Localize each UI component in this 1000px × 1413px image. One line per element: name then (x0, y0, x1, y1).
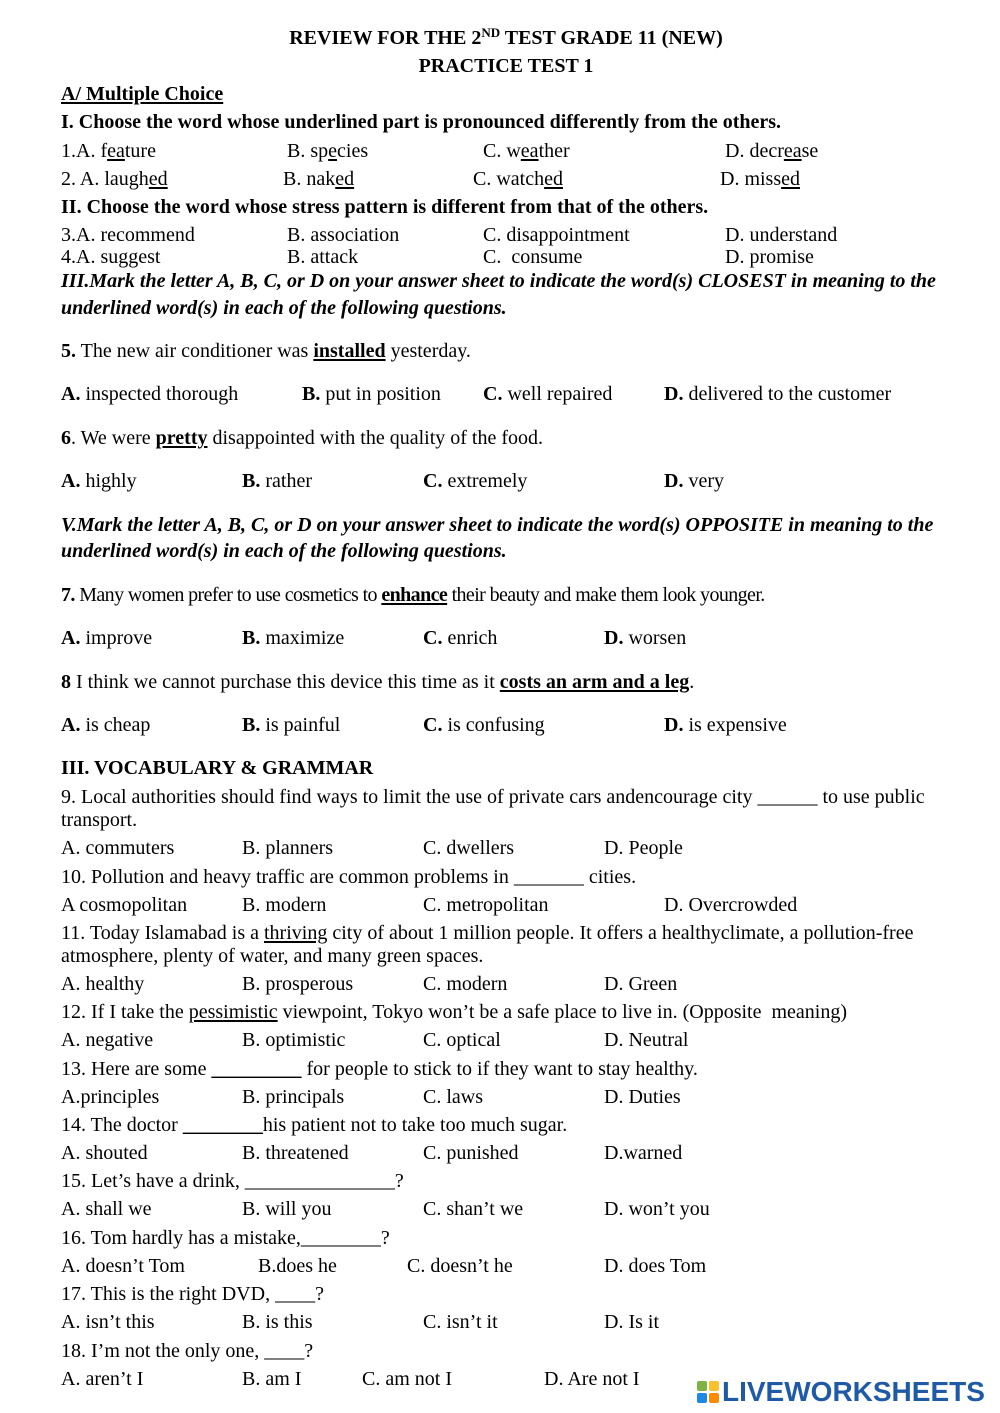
option-text: C. w (483, 140, 521, 162)
q14-option-c: C. punished (423, 1142, 519, 1164)
option-letter: D. (664, 470, 684, 492)
underlined-key-word: enhance (381, 584, 448, 606)
q17-stem: 17. This is the right DVD, ____? (61, 1283, 324, 1305)
option-text: maximize (265, 627, 345, 649)
q10-option-b: B. modern (242, 894, 327, 916)
q5-stem (61, 339, 471, 363)
option-text: B. sp (287, 140, 329, 162)
q1-option-b (287, 139, 368, 163)
option-text: well repaired (507, 383, 613, 405)
stem-text: disappointed with the quality of the food. (212, 427, 543, 449)
option-letter: B. (242, 470, 261, 492)
q6-option-d (664, 469, 724, 493)
q5-option-a (61, 382, 238, 406)
option-text: put in position (325, 383, 441, 405)
underlined-key-phrase: costs an arm and a leg (499, 671, 690, 693)
section-a-heading: A/ Multiple Choice (61, 83, 224, 105)
underlined-part: ea (107, 140, 125, 162)
q15-option-d: D. won’t you (604, 1198, 710, 1220)
q6-option-c (423, 469, 527, 493)
q16-option-a: A. doesn’t Tom (61, 1255, 185, 1277)
underlined-key-word: pretty (155, 427, 208, 449)
option-text: enrich (447, 627, 498, 649)
q8-option-a (61, 713, 150, 737)
option-text: highly (85, 470, 137, 492)
option-text: C. watch (473, 168, 545, 190)
q3-option-c: C. disappointment (483, 224, 630, 246)
option-letter: A. (61, 714, 81, 736)
option-text: D. miss (720, 168, 782, 190)
option-text: D. decr (725, 140, 784, 162)
q7-option-d (604, 626, 686, 650)
q5-option-c (483, 382, 612, 406)
underlined-key-word: installed (313, 340, 386, 362)
option-letter: D. (664, 714, 684, 736)
q15-stem: 15. Let’s have a drink, _______________? (61, 1170, 404, 1192)
option-text: is expensive (688, 714, 787, 736)
q15-option-c: C. shan’t we (423, 1198, 524, 1220)
option-text: ther (538, 140, 570, 162)
option-text: ture (124, 140, 156, 162)
underlined-part: ea (783, 140, 802, 162)
option-text: B. nak (283, 168, 336, 190)
q1-option-d (725, 139, 818, 163)
stem-text: 14. The doctor (61, 1114, 178, 1136)
q4-option-b: B. attack (287, 246, 359, 268)
q8-stem (61, 670, 694, 694)
stem-text: 12. If I take the (61, 1001, 184, 1023)
underlined-part: ed (335, 168, 355, 190)
q6-option-a (61, 469, 137, 493)
q11-option-d: D. Green (604, 973, 678, 995)
q14-option-a: A. shouted (61, 1142, 148, 1164)
q6-option-b (242, 469, 312, 493)
q18-option-c: C. am not I (362, 1368, 452, 1390)
option-letter: C. (423, 714, 443, 736)
part3-instruction: III.Mark the letter A, B, C, or D on your answer sheet to indicate the word(s) CLOSEST in meaning to the underlined word(s) in each of the following questions. (61, 270, 936, 319)
q14-option-b: B. threatened (242, 1142, 349, 1164)
option-text: cies (337, 140, 369, 162)
stem-text: . (689, 671, 695, 693)
underlined-part: ea (520, 140, 539, 162)
question-number: 8 (61, 671, 71, 693)
q9-option-d: D. People (604, 837, 683, 859)
q10-option-c: C. metropolitan (423, 894, 549, 916)
q8-option-c (423, 713, 545, 737)
q16-option-c: C. doesn’t he (407, 1255, 513, 1277)
q11-option-c: C. modern (423, 973, 508, 995)
q10-option-d: D. Overcrowded (664, 894, 798, 916)
option-text: rather (265, 470, 312, 492)
q12-option-c: C. optical (423, 1029, 501, 1051)
q12-option-d: D. Neutral (604, 1029, 689, 1051)
q2-option-d (720, 167, 800, 191)
q18-option-a: A. aren’t I (61, 1368, 144, 1390)
option-text: 2. A. laugh (61, 168, 149, 190)
q3-option-d: D. understand (725, 224, 838, 246)
q12-stem (61, 1000, 847, 1024)
stem-text: for people to stick to if they want to stay healthy. (306, 1058, 698, 1080)
q16-stem: 16. Tom hardly has a mistake,________? (61, 1227, 390, 1249)
q9-option-b: B. planners (242, 837, 334, 859)
q5-option-b (302, 382, 441, 406)
option-text: worsen (628, 627, 687, 649)
q7-option-a (61, 626, 152, 650)
option-letter: D. (664, 383, 684, 405)
q1-option-a (61, 139, 156, 163)
option-letter: B. (302, 383, 321, 405)
q9-stem: 9. Local authorities should find ways to limit the use of private cars andencourage city ______ to use public transport. (61, 786, 925, 831)
title-superscript: ND (481, 25, 501, 40)
stem-text: viewpoint, Tokyo won’t be a safe place to live in. (Opposite meaning) (282, 1001, 848, 1023)
part5-instruction: V.Mark the letter A, B, C, or D on your answer sheet to indicate the word(s) OPPOSITE in meaning to the underlined word(s) in each of the following questions. (61, 514, 934, 562)
stem-text: their beauty and make them look younger. (451, 584, 765, 606)
option-letter: D. (604, 627, 624, 649)
q13-option-d: D. Duties (604, 1086, 681, 1108)
q6-stem (61, 426, 543, 450)
stem-text: yesterday. (390, 340, 471, 362)
q17-option-d: D. Is it (604, 1311, 659, 1333)
q18-option-d: D. Are not I (544, 1368, 640, 1390)
q13-option-c: C. laws (423, 1086, 483, 1108)
q10-option-a: A cosmopolitan (61, 894, 188, 916)
option-text: inspected thorough (85, 383, 239, 405)
underlined-part: ed (781, 168, 801, 190)
underlined-key-word: pessimistic (188, 1001, 278, 1023)
q15-option-a: A. shall we (61, 1198, 152, 1220)
answer-blank: _________ (211, 1058, 302, 1080)
option-text: delivered to the customer (688, 383, 892, 405)
part1-instruction: I. Choose the word whose underlined part is pronounced differently from the others. (61, 111, 782, 133)
q12-option-b: B. optimistic (242, 1029, 346, 1051)
part2-instruction: II. Choose the word whose stress pattern is different from that of the others. (61, 196, 709, 218)
option-letter: B. (242, 714, 261, 736)
title-main: REVIEW FOR THE 2 (289, 27, 482, 49)
option-text: is painful (265, 714, 341, 736)
q15-option-b: B. will you (242, 1198, 332, 1220)
q12-option-a: A. negative (61, 1029, 154, 1051)
logo-tile (709, 1393, 719, 1403)
option-letter: A. (61, 627, 81, 649)
stem-text: . We were (71, 427, 151, 449)
q17-option-b: B. is this (242, 1311, 313, 1333)
q2-option-a (61, 167, 168, 191)
q9-option-a: A. commuters (61, 837, 175, 859)
option-letter: C. (423, 627, 443, 649)
page-title (12, 26, 1000, 50)
option-letter: B. (242, 627, 261, 649)
stem-text: I think we cannot purchase this device this time as it (76, 671, 495, 693)
q5-option-d (664, 382, 891, 406)
q10-stem: 10. Pollution and heavy traffic are common problems in _______ cities. (61, 866, 637, 888)
stem-text: The new air conditioner was (80, 340, 309, 362)
q2-option-c (473, 167, 563, 191)
q11-option-a: A. healthy (61, 973, 145, 995)
q14-stem (61, 1113, 567, 1137)
q11-option-b: B. prosperous (242, 973, 354, 995)
question-number: 6 (61, 427, 71, 449)
page-subtitle: PRACTICE TEST 1 (418, 55, 594, 77)
option-text: is cheap (85, 714, 151, 736)
q18-stem: 18. I’m not the only one, ____? (61, 1340, 314, 1362)
liveworksheets-logo-icon (697, 1381, 719, 1403)
q4-option-a: 4.A. suggest (61, 246, 161, 268)
question-number: 5. (61, 340, 76, 362)
option-text: very (688, 470, 724, 492)
stem-text: city of about 1 million people. It offers a healthyclimate, a pollution-free atmosphere, plenty of water, and many green spaces. (61, 922, 914, 967)
option-text: extremely (447, 470, 528, 492)
q4-option-d: D. promise (725, 246, 814, 268)
q4-option-c: C. consume (483, 246, 583, 268)
q7-option-c (423, 626, 497, 650)
q13-option-b: B. principals (242, 1086, 345, 1108)
q13-stem (61, 1057, 698, 1081)
q14-option-d: D.warned (604, 1142, 683, 1164)
q7-stem (61, 583, 765, 607)
underlined-key-word: thriving (264, 922, 328, 944)
logo-tile (697, 1381, 707, 1391)
q3-option-a: 3.A. recommend (61, 224, 195, 246)
q13-option-a: A.principles (61, 1086, 160, 1108)
answer-blank: ________ (182, 1114, 263, 1136)
q9-option-c: C. dwellers (423, 837, 515, 859)
stem-text: Many women prefer to use cosmetics to (79, 584, 377, 606)
option-letter: A. (61, 383, 81, 405)
q17-option-c: C. isn’t it (423, 1311, 498, 1333)
logo-tile (697, 1393, 707, 1403)
stem-text: his patient not to take too much sugar. (262, 1114, 568, 1136)
option-text: se (801, 140, 819, 162)
q1-option-c (483, 139, 570, 163)
option-text: 1.A. f (61, 140, 108, 162)
q18-option-b: B. am I (242, 1368, 302, 1390)
underlined-part: e (328, 140, 338, 162)
q8-option-b (242, 713, 340, 737)
title-rest: TEST GRADE 11 (NEW) (504, 27, 723, 49)
option-text: is confusing (447, 714, 545, 736)
liveworksheets-logo (697, 1378, 985, 1406)
logo-tile (709, 1381, 719, 1391)
option-letter: C. (423, 470, 443, 492)
underlined-part: ed (148, 168, 168, 190)
option-letter: A. (61, 470, 81, 492)
stem-text: 13. Here are some (61, 1058, 207, 1080)
q16-option-b: B.does he (258, 1255, 337, 1277)
q7-option-b (242, 626, 344, 650)
q17-option-a: A. isn’t this (61, 1311, 155, 1333)
q11-stem (61, 922, 961, 968)
option-text: improve (85, 627, 153, 649)
underlined-part: ed (544, 168, 563, 190)
q16-option-d: D. does Tom (604, 1255, 707, 1277)
q3-option-b: B. association (287, 224, 400, 246)
q8-option-d (664, 713, 787, 737)
question-number: 7. (61, 584, 75, 606)
option-letter: C. (483, 383, 503, 405)
stem-text: 11. Today Islamabad is a (61, 922, 259, 944)
logo-text: LIVEWORKSHEETS (722, 1376, 985, 1407)
q2-option-b (283, 167, 354, 191)
vocab-heading: III. VOCABULARY & GRAMMAR (61, 757, 374, 779)
